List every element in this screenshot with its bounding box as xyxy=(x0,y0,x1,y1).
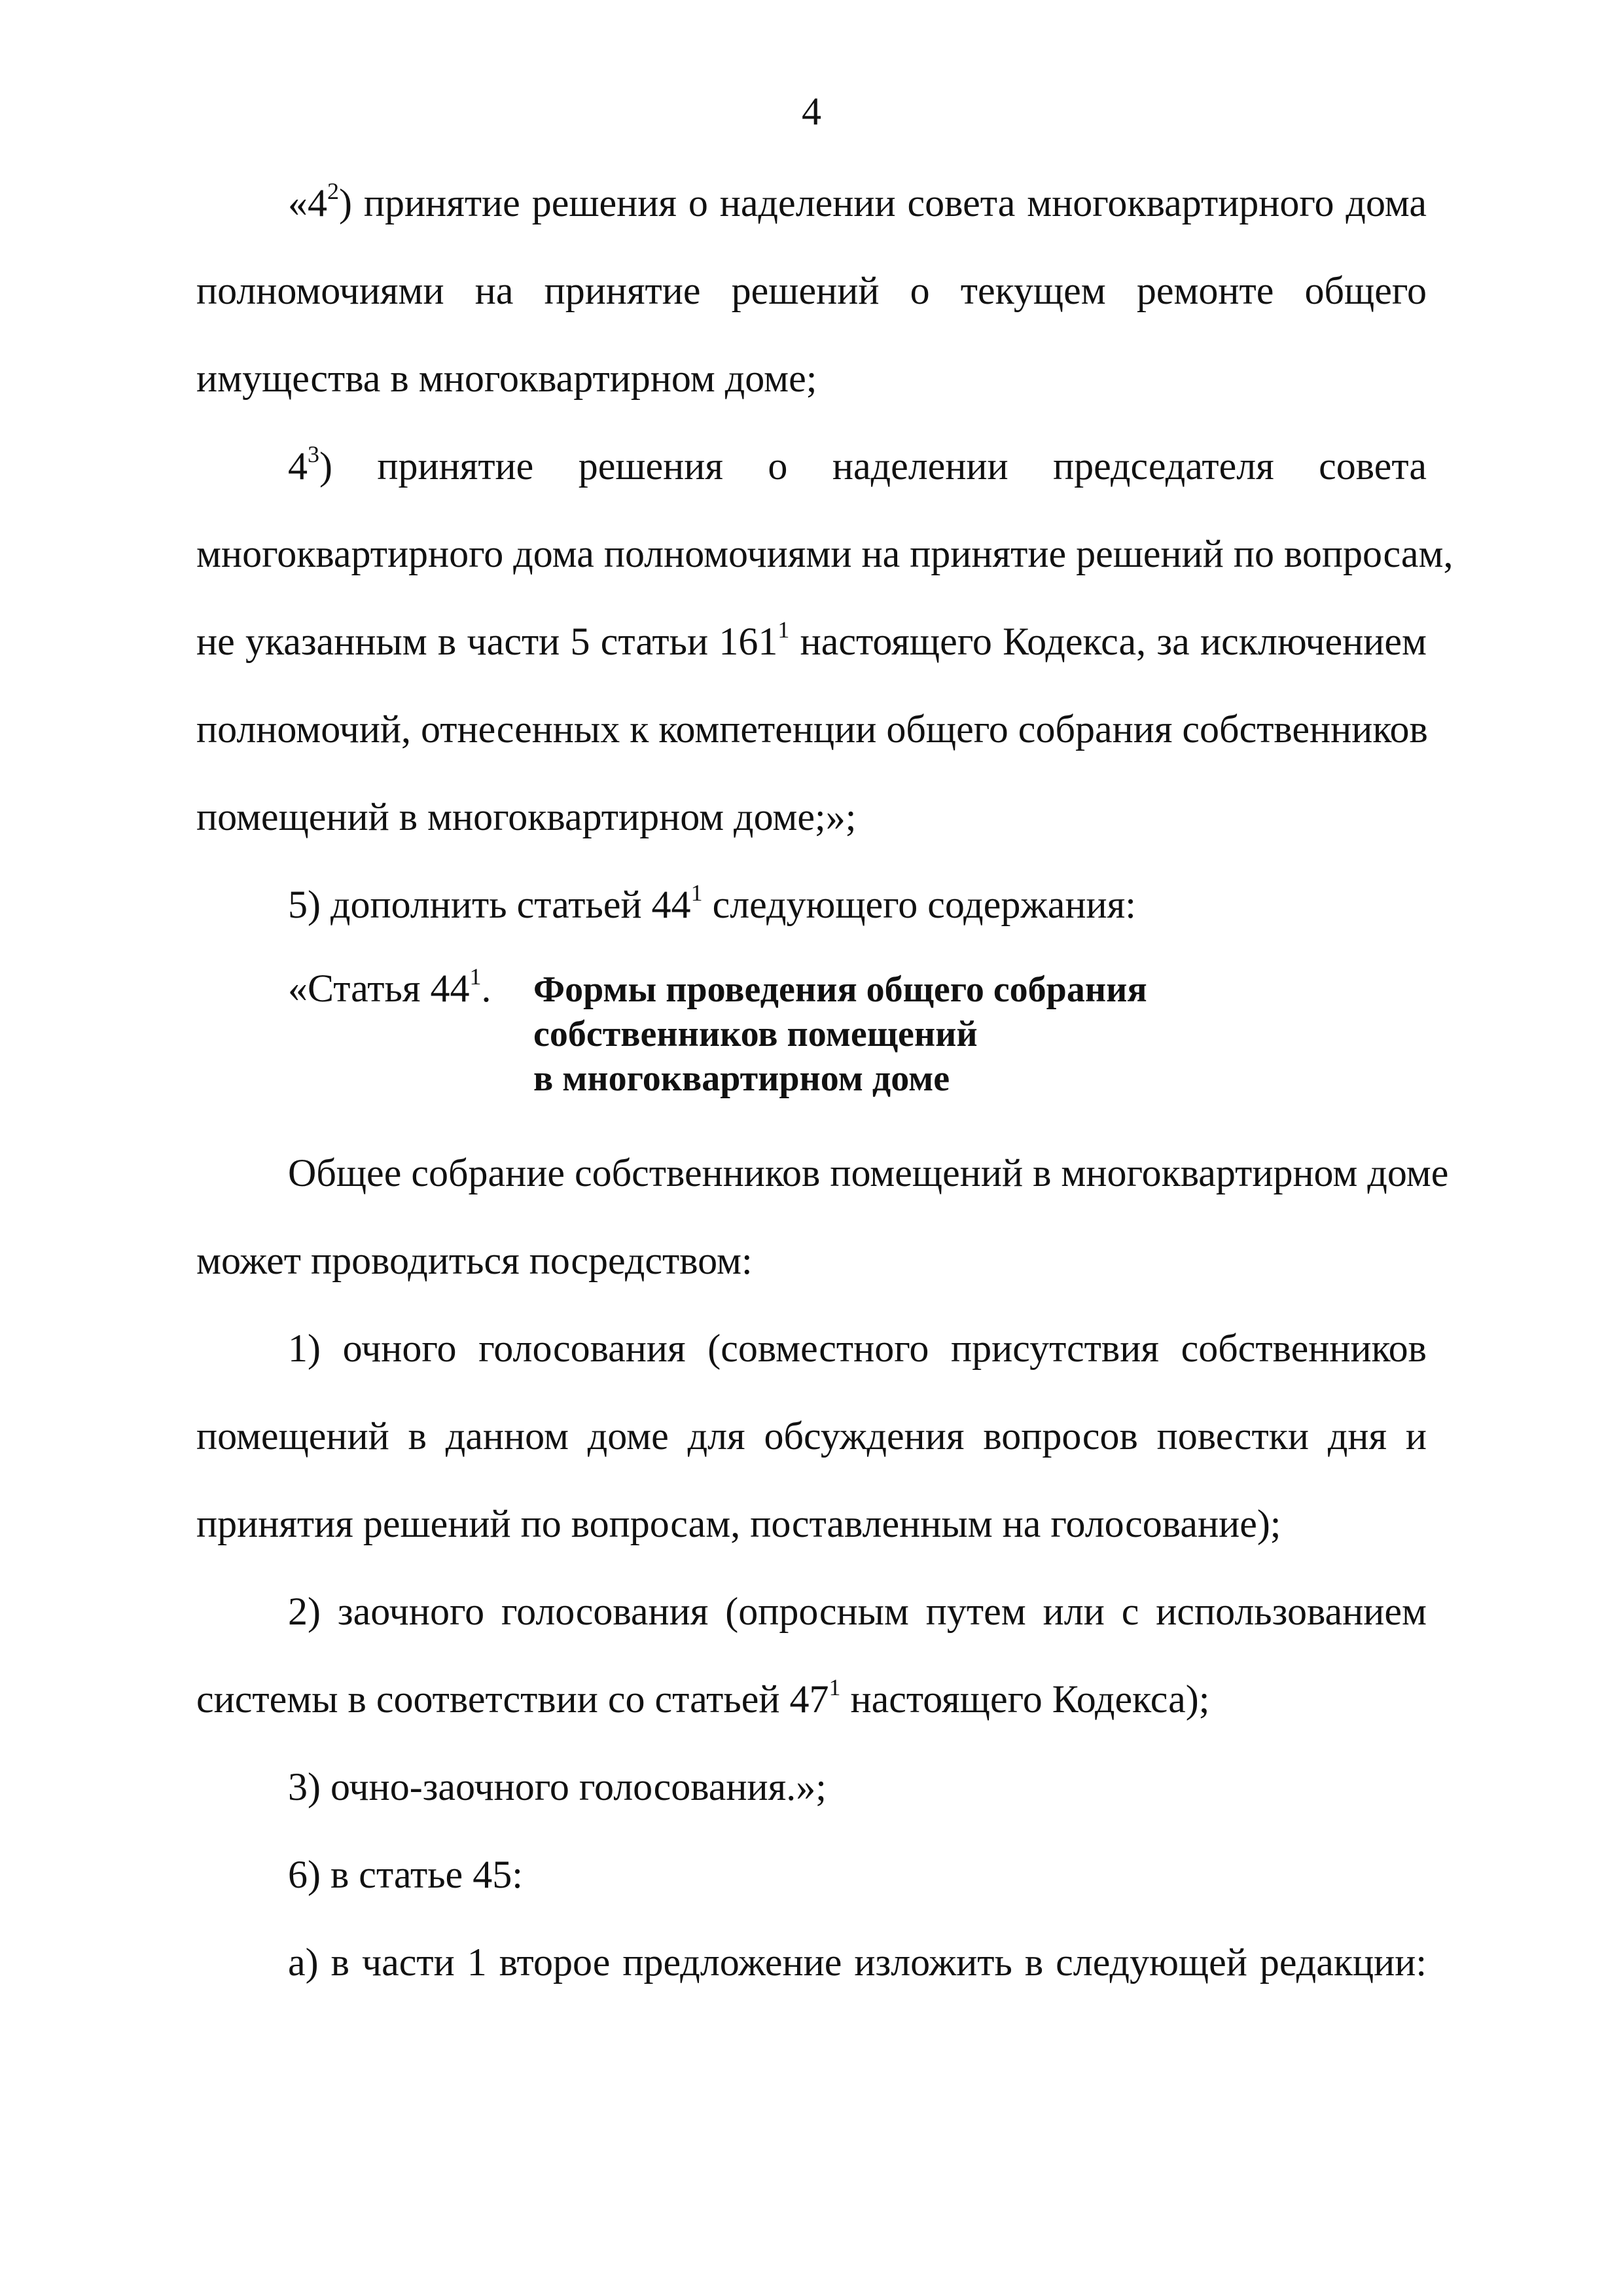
article-item-3-line: 3) очно-заочного голосования.»; xyxy=(288,1765,827,1808)
item-6-line-1: 6) в статье 45: xyxy=(288,1853,523,1896)
article-intro-line-1: Общее собрание собственников помещений в многоквартирном доме xyxy=(288,1151,1449,1194)
para-4-3-line-2: многоквартирного дома полномочиями на принятие решений по вопросам, xyxy=(196,532,1454,575)
para-4-3-line-3: не указанным в части 5 статьи $161^1$ настоящего Кодекса, за исключением xyxy=(196,617,1427,663)
article-item-1-line-3: принятия решений по вопросам, поставленным на голосование); xyxy=(196,1502,1281,1545)
item-6-line-2: а) в части 1 второе предложение изложить в следующей редакции: xyxy=(288,1941,1427,1984)
para-4-2-line-3: имущества в многоквартирном доме; xyxy=(196,357,817,400)
para-4-2-line-1: «$4^2$) принятие решения о наделении совета многоквартирного дома xyxy=(288,178,1427,224)
article-title-line-2: собственников помещений xyxy=(533,1014,978,1054)
article-intro-line-2: может проводиться посредством: xyxy=(196,1239,753,1282)
para-4-3-line-4: полномочий, отнесенных к компетенции общего собрания собственников xyxy=(196,708,1428,751)
para-4-3-line-1: $4^3$) принятие решения о наделении председателя совета xyxy=(288,441,1427,488)
article-label: «Статья $44^1$. xyxy=(288,963,491,1010)
article-title xyxy=(533,967,1147,1101)
article-item-1-line-1: 1) очного голосования (совместного присутствия собственников xyxy=(288,1327,1427,1370)
article-item-1-line-2: помещений в данном доме для обсуждения вопросов повестки дня и xyxy=(196,1414,1427,1458)
article-item-2-line-1: 2) заочного голосования (опросным путем или с использованием xyxy=(288,1590,1427,1633)
item-5-line: 5) дополнить статьей $44^1$ следующего содержания: xyxy=(288,880,1136,926)
para-4-3-line-5: помещений в многоквартирном доме;»; xyxy=(196,795,857,838)
article-title-line-3: в многоквартирном доме xyxy=(533,1058,950,1099)
article-title-line-1: Формы проведения общего собрания xyxy=(533,969,1147,1010)
article-item-2-line-2: системы в соответствии со статьей $47^1$ настоящего Кодекса); xyxy=(196,1674,1210,1721)
para-4-2-line-2: полномочиями на принятие решений о текущем ремонте общего xyxy=(196,269,1427,312)
page-number: 4 xyxy=(802,90,821,133)
